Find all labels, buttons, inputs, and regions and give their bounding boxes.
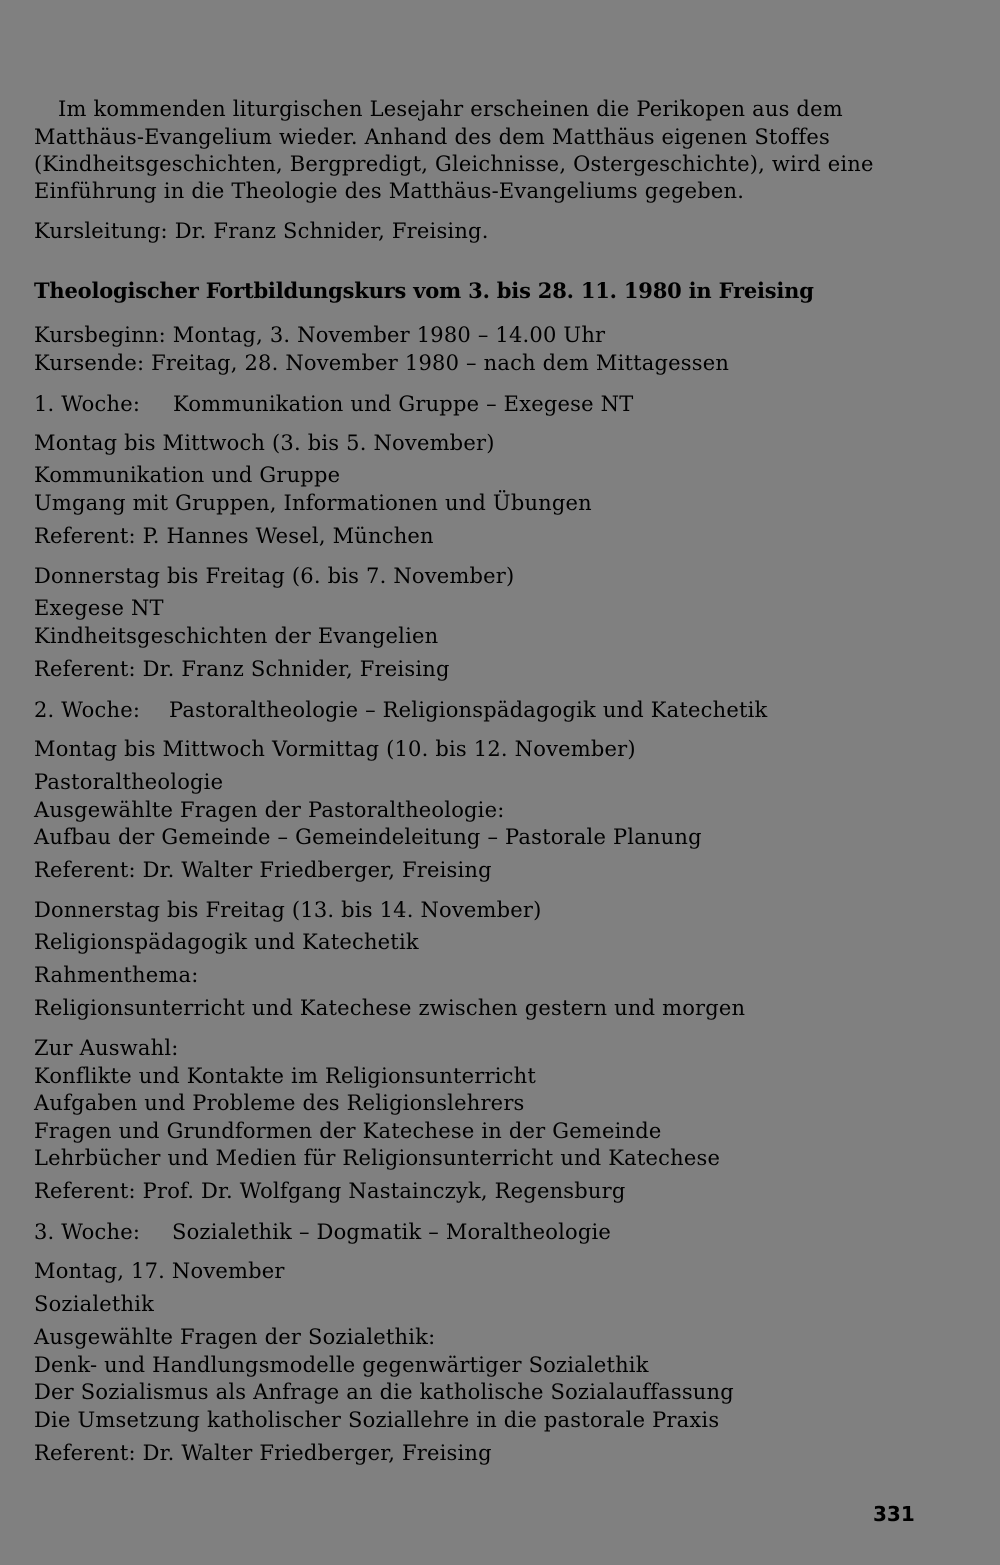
week-3-referent: Referent: Dr. Walter Friedberger, Freising bbox=[34, 1441, 492, 1465]
week-2-title: Pastoraltheologie – Religionspädagogik und Katechetik bbox=[169, 698, 768, 722]
week-3-block-2-line-1: Ausgewählte Fragen der Sozialethik: bbox=[34, 1325, 436, 1349]
week-1-title: Kommunikation und Gruppe – Exegese NT bbox=[173, 392, 634, 416]
week-2-block-2-line-1: Donnerstag bis Freitag (13. bis 14. November) bbox=[34, 898, 542, 922]
week-1-block-2-line-3: Kindheitsgeschichten der Evangelien bbox=[34, 624, 439, 648]
week-3-block-1-line-2: Sozialethik bbox=[34, 1292, 155, 1316]
week-2-block-2-line-3: Rahmenthema: bbox=[34, 963, 199, 987]
week-2-header bbox=[34, 696, 768, 724]
week-2-choice-line-3: Aufgaben und Probleme des Religionslehrers bbox=[34, 1091, 525, 1115]
week-1-header bbox=[34, 390, 634, 418]
week-3-block-2-line-2: Denk- und Handlungsmodelle gegenwärtiger Sozialethik bbox=[34, 1353, 649, 1377]
week-1-block-2-line-2: Exegese NT bbox=[34, 596, 164, 620]
course-end: Kursende: Freitag, 28. November 1980 – nach dem Mittagessen bbox=[34, 351, 730, 375]
week-2-referent-1: Referent: Dr. Walter Friedberger, Freising bbox=[34, 858, 492, 882]
week-1-referent-1: Referent: P. Hannes Wesel, München bbox=[34, 524, 434, 548]
course-leader: Kursleitung: Dr. Franz Schnider, Freising. bbox=[34, 219, 489, 243]
week-2-choice-line-1: Zur Auswahl: bbox=[34, 1036, 179, 1060]
course-begin: Kursbeginn: Montag, 3. November 1980 – 14.00 Uhr bbox=[34, 323, 606, 347]
week-2-block-2-line-2: Religionspädagogik und Katechetik bbox=[34, 930, 419, 954]
week-2-label: 2. Woche: bbox=[34, 698, 141, 722]
course-heading: Theologischer Fortbildungskurs vom 3. bis 28. 11. 1980 in Freising bbox=[34, 278, 814, 303]
week-1-block-1-line-2: Kommunikation und Gruppe bbox=[34, 463, 341, 487]
week-1-block-1-line-3: Umgang mit Gruppen, Informationen und Übungen bbox=[34, 491, 592, 515]
week-3-block-2-line-3: Der Sozialismus als Anfrage an die katholische Sozialauffassung bbox=[34, 1380, 734, 1404]
week-3-label: 3. Woche: bbox=[34, 1220, 141, 1244]
week-3-block-2-line-4: Die Umsetzung katholischer Soziallehre in die pastorale Praxis bbox=[34, 1408, 720, 1432]
week-1-referent-2: Referent: Dr. Franz Schnider, Freising bbox=[34, 657, 450, 681]
week-2-theme: Religionsunterricht und Katechese zwischen gestern und morgen bbox=[34, 996, 746, 1020]
page-number: 331 bbox=[873, 1502, 915, 1526]
week-2-choice-line-5: Lehrbücher und Medien für Religionsunterricht und Katechese bbox=[34, 1146, 721, 1170]
week-1-block-1-line-1: Montag bis Mittwoch (3. bis 5. November) bbox=[34, 431, 495, 455]
week-2-block-1-line-1: Montag bis Mittwoch Vormittag (10. bis 12. November) bbox=[34, 737, 636, 761]
week-3-block-1-line-1: Montag, 17. November bbox=[34, 1259, 285, 1283]
week-3-header bbox=[34, 1218, 612, 1246]
week-2-choice-line-2: Konflikte und Kontakte im Religionsunterricht bbox=[34, 1064, 536, 1088]
intro-line-4: Einführung in die Theologie des Matthäus-Evangeliums gegeben. bbox=[34, 179, 745, 203]
week-2-block-1-line-2: Pastoraltheologie bbox=[34, 770, 224, 794]
week-2-block-1-line-3: Ausgewählte Fragen der Pastoraltheologie: bbox=[34, 798, 505, 822]
week-1-label: 1. Woche: bbox=[34, 392, 141, 416]
week-2-block-1-line-4: Aufbau der Gemeinde – Gemeindeleitung – Pastorale Planung bbox=[34, 825, 702, 849]
intro-line-3: (Kindheitsgeschichten, Bergpredigt, Gleichnisse, Ostergeschichte), wird eine bbox=[34, 152, 874, 176]
week-1-block-2-line-1: Donnerstag bis Freitag (6. bis 7. November) bbox=[34, 564, 515, 588]
intro-line-1: Im kommenden liturgischen Lesejahr erscheinen die Perikopen aus dem bbox=[58, 97, 843, 121]
intro-line-2: Matthäus-Evangelium wieder. Anhand des dem Matthäus eigenen Stoffes bbox=[34, 125, 830, 149]
week-3-title: Sozialethik – Dogmatik – Moraltheologie bbox=[172, 1220, 612, 1244]
week-2-referent-2: Referent: Prof. Dr. Wolfgang Nastainczyk, Regensburg bbox=[34, 1179, 626, 1203]
week-2-choice-line-4: Fragen und Grundformen der Katechese in der Gemeinde bbox=[34, 1119, 662, 1143]
